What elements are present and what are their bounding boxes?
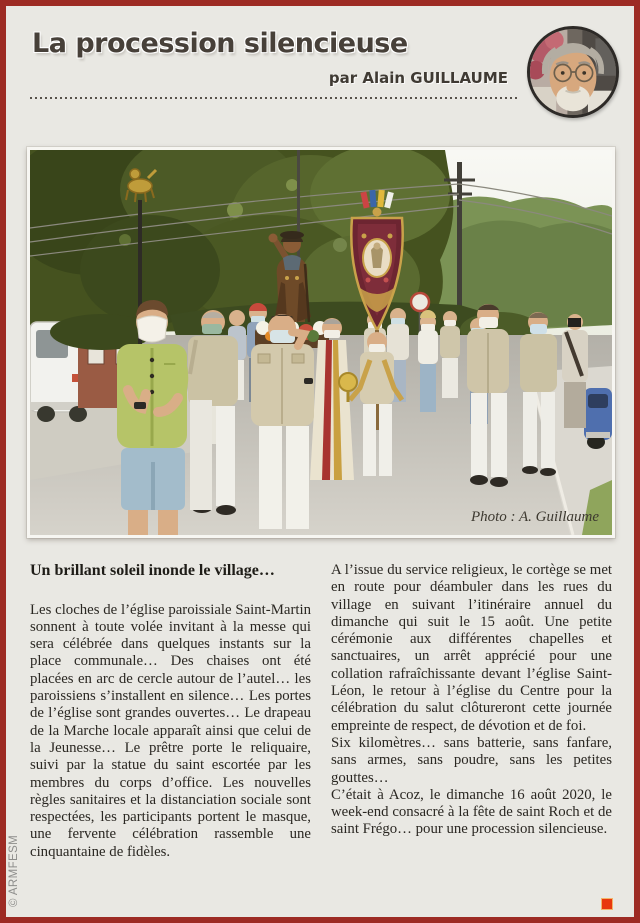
article-end-marker <box>602 899 612 909</box>
side-copyright: © ARMFESM <box>8 834 20 907</box>
article-body <box>30 562 612 917</box>
procession-photo <box>27 147 615 538</box>
author-portrait <box>527 26 619 118</box>
author-portrait-illustration <box>530 29 616 115</box>
dotted-divider <box>30 97 520 99</box>
paragraph: A l’issue du service religieux, le cortège se met en route pour déambuler dans les rues du village en suivant l’itinéraire annuel du dimanche qui suit le 15 août. Une petite cérémonie aux différentes chapelles et sanctuaires, un arrêt apprécié pour une collation rafraîchissante devant l’église Saint-Léon, le retour à l’église du Centre pour la célébration du salut clôtureront cette journée empreinte de respect, de dévotion et de foi. <box>331 562 612 734</box>
article-column-right <box>331 562 612 917</box>
paragraph: C’était à Acoz, le dimanche 16 août 2020, le week-end consacré à la fête de saint Roch et de saint Frégo… pour une procession silencieuse. <box>331 786 612 838</box>
photographer <box>562 314 588 428</box>
procession-photo-illustration <box>30 150 612 535</box>
marcher-behind <box>190 400 212 510</box>
section-heading: Un brillant soleil inonde le village… <box>30 562 275 579</box>
page-title: La procession silencieuse <box>32 28 408 59</box>
paragraph: Six kilomètres… sans batterie, sans fanfare, sans armes, sans poudre, sans les petites gouttes… <box>331 734 612 786</box>
paragraph: Les cloches de l’église paroissiale Saint-Martin sonnent à toute volée invitant à la messe qui sera célébrée dans quelques instants sur la place communale… Des chaises ont été placées en arc de cercle autour de l’autel… les paroissiens s’installent en silence… Les portes de l’église sont grandes ouvertes… Le drapeau de la Marche locale apparaît ainsi que celui de la Jeunesse… Le prêtre porte le reliquaire, suivi par la statue du saint escortée par les membres du corps d’office. Les nouvelles règles sanitaires et la distanciation sociale sont respectées, les participants portent le masque, une fervente célébration rassemble une cinquantaine de fidèles. <box>30 601 311 860</box>
article-column-left <box>30 562 311 917</box>
photo-credit: Photo : A. Guillaume <box>470 509 599 525</box>
author-byline: par Alain GUILLAUME <box>328 69 508 87</box>
